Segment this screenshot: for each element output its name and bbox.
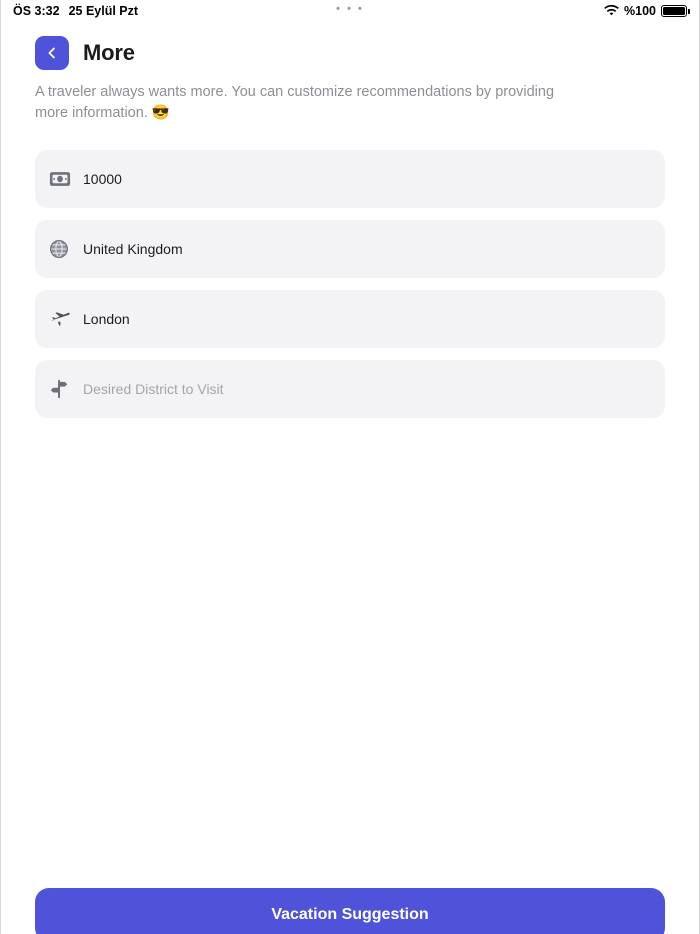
status-time: ÖS 3:32 bbox=[13, 4, 60, 18]
form-fields bbox=[1, 150, 699, 418]
status-bar-right bbox=[604, 4, 687, 18]
vacation-suggestion-button[interactable]: Vacation Suggestion bbox=[35, 888, 665, 934]
battery-icon bbox=[661, 5, 687, 17]
page-header bbox=[1, 22, 699, 70]
status-dots: • • • bbox=[336, 3, 364, 15]
battery-percent-label: %100 bbox=[624, 4, 656, 18]
country-field[interactable] bbox=[35, 220, 665, 278]
status-date: 25 Eylül Pzt bbox=[68, 4, 139, 18]
money-icon bbox=[49, 171, 83, 187]
status-bar bbox=[1, 0, 699, 22]
globe-icon bbox=[49, 239, 83, 259]
country-value: United Kingdom bbox=[83, 241, 183, 257]
budget-field[interactable] bbox=[35, 150, 665, 208]
district-value: Desired District to Visit bbox=[83, 381, 224, 397]
status-bar-left bbox=[13, 4, 138, 18]
district-field[interactable] bbox=[35, 360, 665, 418]
page-title: More bbox=[83, 40, 135, 65]
airplane-icon bbox=[49, 308, 83, 330]
chevron-left-icon bbox=[45, 46, 59, 60]
signpost-icon bbox=[49, 378, 83, 400]
budget-value: 10000 bbox=[83, 171, 122, 187]
page-subtitle: A traveler always wants more. You can customize recommendations by providing more information. 😎 bbox=[35, 84, 555, 121]
wifi-icon bbox=[604, 5, 619, 17]
city-field[interactable] bbox=[35, 290, 665, 348]
city-value: London bbox=[83, 311, 130, 327]
back-button[interactable] bbox=[35, 36, 69, 70]
